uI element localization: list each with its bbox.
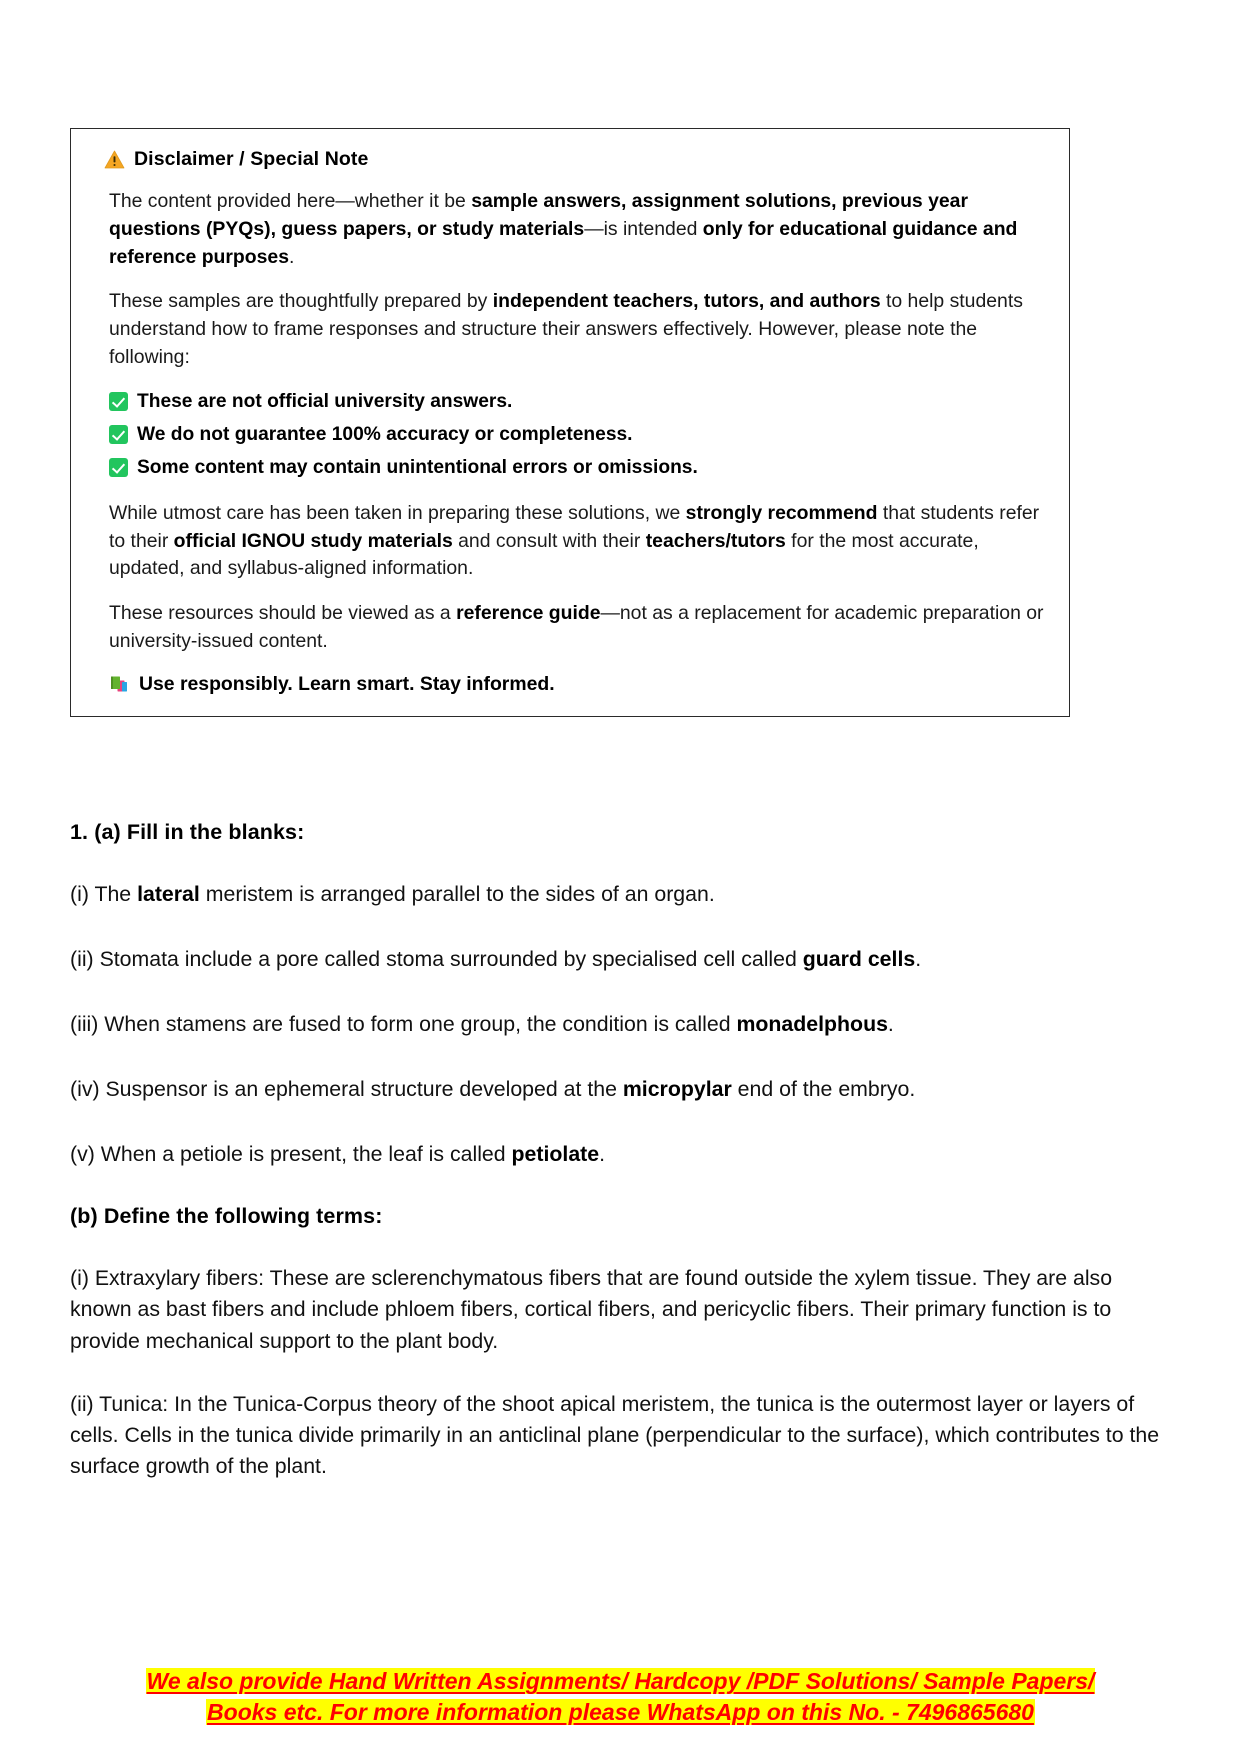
blank-iv-answer: micropylar	[622, 1077, 732, 1102]
disclaimer-final-line	[109, 673, 1045, 696]
disclaimer-box	[70, 128, 1070, 717]
disclaimer-paragraph-4	[109, 600, 1045, 656]
disc-p4-seg2: reference guide	[456, 602, 601, 625]
check-mark-icon	[109, 392, 128, 411]
disc-p3-seg4: official IGNOU study materials	[173, 529, 453, 552]
check-mark-icon	[109, 425, 128, 444]
disclaimer-final-text: Use responsibly. Learn smart. Stay informed.	[139, 672, 555, 695]
definition-item-ii: (ii) Tunica: In the Tunica-Corpus theory of the shoot apical meristem, the tunica is the outermost layer or layers of cells. Cells in the tunica divide primarily in an anticlinal plane (perpendicular to the surface), which contributes to the surface growth of the plant.	[70, 1391, 1160, 1478]
blank-iii-pre: (iii) When stamens are fused to form one group, the condition is called	[70, 1012, 737, 1037]
checklist-item-label: These are not official university answers.	[137, 390, 513, 412]
definition-item-i: (i) Extraxylary fibers: These are sclerenchymatous fibers that are found outside the xylem tissue. They are also known as bast fibers and include phloem fibers, cortical fibers, and pericyclic fibers. Their primary function is to provide mechanical support to the plant body.	[70, 1266, 1113, 1353]
disclaimer-paragraph-2	[109, 288, 1045, 371]
page-title: 1. (a) Fill in the blanks:	[70, 820, 305, 844]
blank-iv-post: end of the embryo.	[731, 1077, 916, 1102]
check-mark-icon	[109, 458, 128, 477]
disc-p3-seg5: and consult with their	[452, 529, 646, 552]
disc-p4-seg3: —not as a replacement for academic preparation or university-issued content.	[109, 602, 1044, 652]
disc-p1-seg2: sample answers, assignment solutions, previous year questions (PYQs), guess papers, or study materials	[109, 190, 968, 240]
blank-i-answer: lateral	[137, 882, 200, 906]
fill-blank-item-iii	[70, 1009, 1160, 1040]
disc-p1-seg3: —is intended	[584, 217, 703, 240]
disc-p2-seg2: independent teachers, tutors, and authors	[492, 290, 881, 313]
checklist-item-label: Some content may contain unintentional errors or omissions.	[137, 456, 698, 478]
disclaimer-paragraph-3	[109, 500, 1045, 583]
list-item	[109, 389, 1045, 415]
fill-blank-item-i	[70, 879, 1160, 910]
warning-triangle-icon	[104, 150, 125, 169]
fill-blank-item-iv	[70, 1074, 1160, 1105]
promo-footer-line-2	[0, 1697, 1241, 1727]
blank-v-answer: petiolate	[511, 1142, 600, 1167]
disc-p2-seg1: These samples are thoughtfully prepared by	[109, 290, 493, 313]
disc-p1-seg4: only for educational guidance and reference purposes	[109, 217, 1018, 268]
disclaimer-title-text: Disclaimer / Special Note	[134, 148, 369, 170]
disc-p3-seg2: strongly recommend	[685, 501, 878, 524]
promo-footer-text-1: We also provide Hand Written Assignments/ Hardcopy /PDF Solutions/ Sample Papers/	[146, 1668, 1095, 1695]
disclaimer-paragraph-1	[109, 188, 1045, 271]
list-item	[109, 422, 1045, 448]
blank-ii-answer: guard cells	[802, 947, 916, 972]
disc-p4-seg1: These resources should be viewed as a	[109, 602, 457, 625]
blank-ii-pre: (ii) Stomata include a pore called stoma surrounded by specialised cell called	[70, 947, 803, 972]
disc-p3-seg3: that students refer to their	[109, 501, 1040, 552]
fill-blank-item-ii	[70, 944, 1160, 975]
blank-v-post: .	[599, 1142, 606, 1167]
disc-p1-seg1: The content provided here—whether it be	[109, 190, 472, 212]
section-heading-b: (b) Define the following terms:	[70, 1204, 383, 1229]
disc-p2-seg3: to help students understand how to frame responses and structure their answers effectively. However, please note the following:	[109, 290, 1023, 368]
blank-v-pre: (v) When a petiole is present, the leaf is called	[70, 1142, 512, 1167]
blank-iii-post: .	[887, 1012, 894, 1037]
promo-footer-text-2: Books etc. For more information please WhatsApp on this No. - 7496865680	[207, 1698, 1034, 1725]
disclaimer-checklist	[109, 389, 1045, 481]
promo-footer	[0, 1666, 1241, 1727]
checklist-item-label: We do not guarantee 100% accuracy or completeness.	[137, 423, 633, 445]
fill-blank-item-v	[70, 1139, 1160, 1170]
blank-iii-answer: monadelphous	[736, 1012, 888, 1037]
blank-i-pre: (i) The	[70, 882, 138, 906]
disc-p1-seg5: .	[288, 245, 295, 268]
disc-p3-seg7: for the most accurate, updated, and syllabus-aligned information.	[109, 529, 979, 580]
list-item	[109, 455, 1045, 481]
main-content	[70, 820, 1160, 1514]
blank-ii-post: .	[915, 947, 922, 972]
disc-p3-seg6: teachers/tutors	[645, 529, 786, 552]
disclaimer-title-row	[104, 148, 1045, 171]
blank-iv-pre: (iv) Suspensor is an ephemeral structure developed at the	[70, 1077, 623, 1102]
disc-p3-seg1: While utmost care has been taken in preparing these solutions, we	[109, 501, 686, 524]
promo-footer-line-1	[0, 1666, 1241, 1696]
books-icon	[109, 674, 130, 694]
blank-i-post: meristem is arranged parallel to the sides of an organ.	[199, 882, 715, 906]
